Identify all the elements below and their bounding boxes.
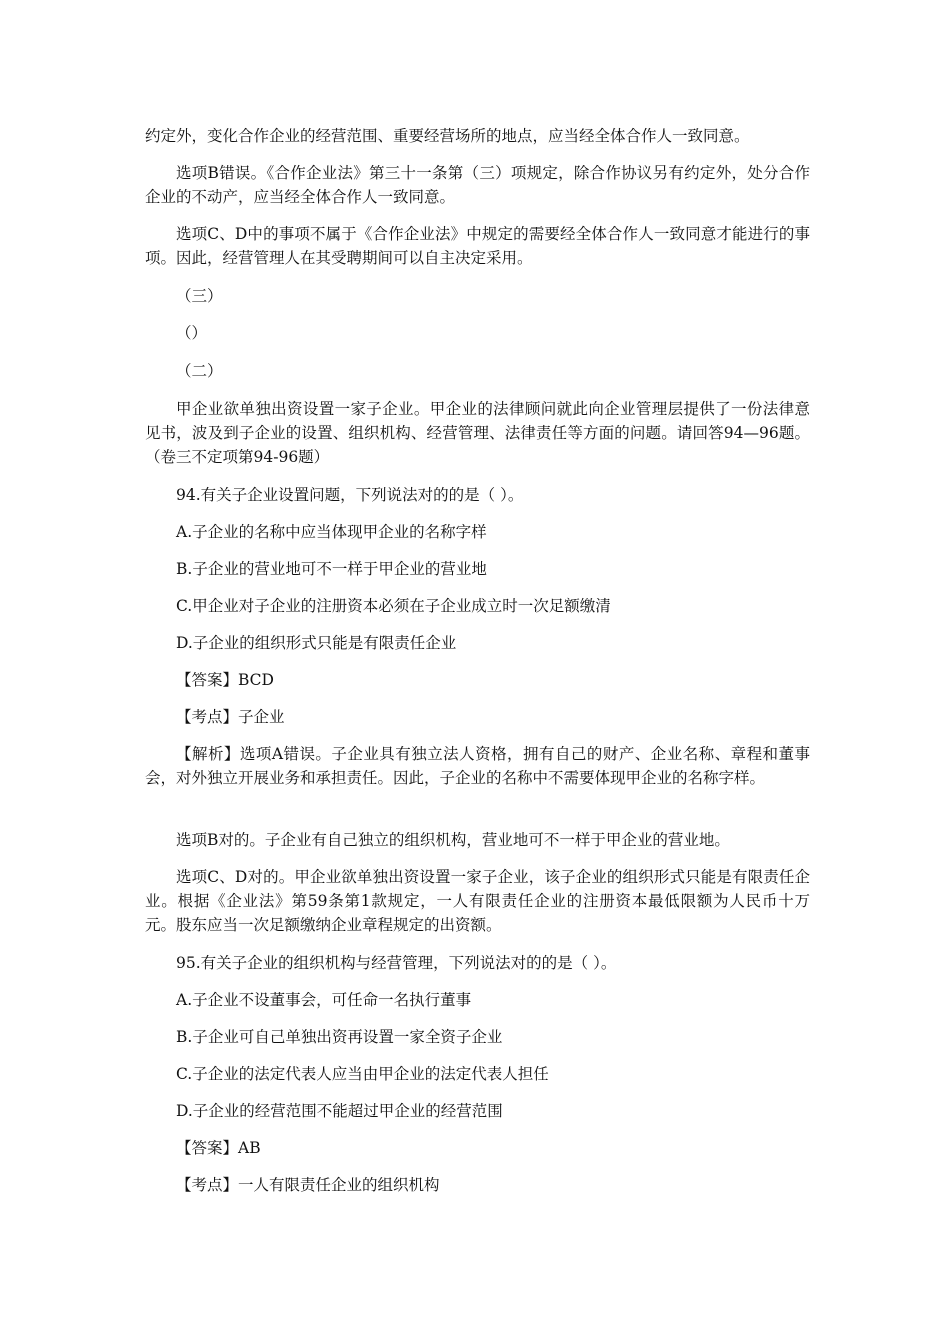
q94-analysis: 【解析】选项A错误。子企业具有独立法人资格，拥有自己的财产、企业名称、章程和董事会，对外独立开展业务和承担责任。因此，子企业的名称中不需要体现甲企业的名称字样。	[145, 745, 810, 787]
q94-option-b: B.子企业的营业地可不一样于甲企业的营业地	[176, 560, 487, 578]
q95-topic: 【考点】一人有限责任企业的组织机构	[176, 1176, 440, 1194]
paragraph-option-b-explanation: 选项B错误。《合作企业法》第三十一条第（三）项规定，除合作协议另有约定外，处分合作企业的不动产，应当经全体合作人一致同意。	[145, 164, 810, 206]
section-heading-three: （三）	[176, 287, 223, 305]
case-description: 甲企业欲单独出资设置一家子企业。甲企业的法律顾问就此向企业管理层提供了一份法律意见书，波及到子企业的设置、组织机构、经营管理、法律责任等方面的问题。请回答94—96题。（卷三不定项第94-96题）	[145, 400, 810, 466]
q94-option-a: A.子企业的名称中应当体现甲企业的名称字样	[176, 523, 487, 541]
q94-option-c: C.甲企业对子企业的注册资本必须在子企业成立时一次足额缴清	[176, 597, 611, 615]
q94-analysis-option-cd: 选项C、D对的。甲企业欲单独出资设置一家子企业，该子企业的组织形式只能是有限责任企业。根据《企业法》第59条第1款规定，一人有限责任企业的注册资本最低限额为人民币十万元。股东应当一次足额缴纳企业章程规定的出资额。	[145, 868, 810, 934]
question-95: 95.有关子企业的组织机构与经营管理，下列说法对的的是（ ）。	[176, 954, 617, 972]
q94-analysis-option-b: 选项B对的。子企业有自己独立的组织机构，营业地可不一样于甲企业的营业地。	[176, 831, 730, 849]
question-94: 94.有关子企业设置问题，下列说法对的的是（ ）。	[176, 486, 524, 504]
q95-option-c: C.子企业的法定代表人应当由甲企业的法定代表人担任	[176, 1065, 549, 1083]
q95-answer: 【答案】AB	[176, 1139, 261, 1157]
section-heading-empty: （）	[176, 324, 208, 342]
q95-option-a: A.子企业不设董事会，可任命一名执行董事	[176, 991, 472, 1009]
q94-answer: 【答案】BCD	[176, 671, 274, 689]
q94-option-d: D.子企业的组织形式只能是有限责任企业	[176, 634, 457, 652]
paragraph-option-cd-explanation: 选项C、D中的事项不属于《合作企业法》中规定的需要经全体合作人一致同意才能进行的事项。因此，经营管理人在其受聘期间可以自主决定采用。	[145, 225, 810, 267]
paragraph-continuation: 约定外，变化合作企业的经营范围、重要经营场所的地点，应当经全体合作人一致同意。	[145, 127, 750, 145]
q95-option-b: B.子企业可自己单独出资再设置一家全资子企业	[176, 1028, 503, 1046]
q95-option-d: D.子企业的经营范围不能超过甲企业的经营范围	[176, 1102, 503, 1120]
q94-topic: 【考点】子企业	[176, 708, 285, 726]
section-heading-two: （二）	[176, 362, 223, 380]
